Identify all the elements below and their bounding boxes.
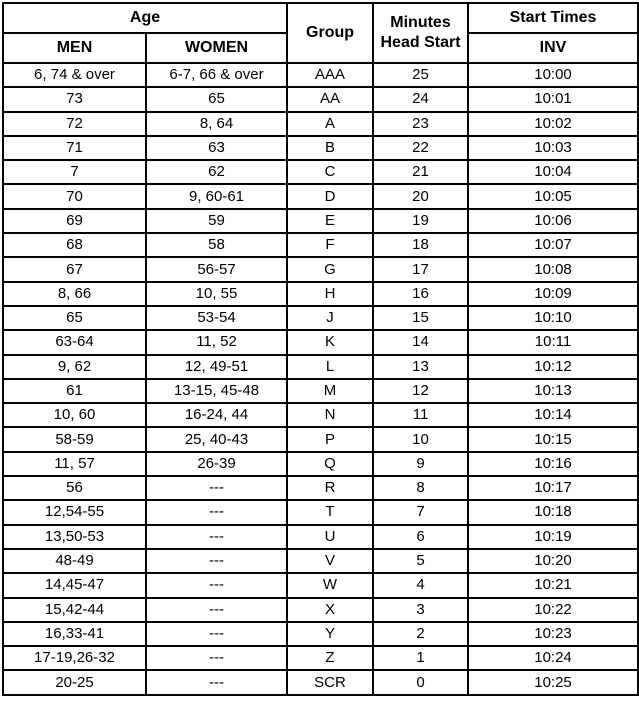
minutes-cell: 12 [373,379,468,403]
group-cell: R [287,476,373,500]
table-row [3,306,638,330]
inv-header: INV [468,33,638,63]
group-cell: T [287,500,373,524]
men-age-cell: 69 [3,209,146,233]
women-age-cell: 25, 40-43 [146,427,287,451]
group-cell: J [287,306,373,330]
group-cell: X [287,598,373,622]
table-row [3,209,638,233]
group-cell: V [287,549,373,573]
start-time-cell: 10:03 [468,136,638,160]
men-age-cell: 13,50-53 [3,525,146,549]
start-time-cell: 10:24 [468,646,638,670]
table-row [3,670,638,694]
group-cell: A [287,112,373,136]
men-age-cell: 71 [3,136,146,160]
minutes-cell: 0 [373,670,468,694]
table-row [3,573,638,597]
group-cell: SCR [287,670,373,694]
start-time-cell: 10:11 [468,330,638,354]
women-age-cell: --- [146,549,287,573]
table-row [3,112,638,136]
start-time-cell: 10:07 [468,233,638,257]
women-age-cell: --- [146,525,287,549]
minutes-cell: 3 [373,598,468,622]
start-time-cell: 10:14 [468,403,638,427]
minutes-header-line2: Head Start [380,34,461,51]
women-age-cell: 59 [146,209,287,233]
minutes-cell: 14 [373,330,468,354]
table-row [3,330,638,354]
table-row [3,403,638,427]
women-age-cell: --- [146,598,287,622]
start-time-cell: 10:21 [468,573,638,597]
start-time-cell: 10:09 [468,282,638,306]
group-cell: AAA [287,63,373,87]
minutes-cell: 11 [373,403,468,427]
table-body [3,63,638,695]
table-row [3,63,638,87]
start-time-cell: 10:06 [468,209,638,233]
women-age-cell: 8, 64 [146,112,287,136]
minutes-cell: 7 [373,500,468,524]
table-row [3,476,638,500]
start-time-cell: 10:19 [468,525,638,549]
table-row [3,622,638,646]
men-age-cell: 48-49 [3,549,146,573]
women-age-cell: 62 [146,160,287,184]
men-age-cell: 68 [3,233,146,257]
group-cell: AA [287,87,373,111]
women-age-cell: 16-24, 44 [146,403,287,427]
minutes-cell: 4 [373,573,468,597]
minutes-cell: 16 [373,282,468,306]
women-age-cell: --- [146,646,287,670]
women-age-cell: --- [146,573,287,597]
women-age-cell: --- [146,622,287,646]
minutes-cell: 13 [373,355,468,379]
table-row [3,282,638,306]
table-row [3,452,638,476]
start-time-cell: 10:25 [468,670,638,694]
women-age-cell: 56-57 [146,257,287,281]
minutes-cell: 22 [373,136,468,160]
start-time-cell: 10:10 [468,306,638,330]
start-time-cell: 10:02 [468,112,638,136]
start-time-cell: 10:01 [468,87,638,111]
table-row [3,184,638,208]
minutes-head-start-header [373,3,468,63]
table-row [3,427,638,451]
minutes-cell: 24 [373,87,468,111]
men-age-cell: 9, 62 [3,355,146,379]
minutes-cell: 9 [373,452,468,476]
minutes-cell: 25 [373,63,468,87]
men-age-cell: 65 [3,306,146,330]
minutes-cell: 19 [373,209,468,233]
start-time-cell: 10:20 [468,549,638,573]
start-time-cell: 10:23 [468,622,638,646]
group-cell: M [287,379,373,403]
table-row [3,598,638,622]
table-row [3,379,638,403]
women-age-cell: 6-7, 66 & over [146,63,287,87]
start-time-cell: 10:12 [468,355,638,379]
group-cell: N [287,403,373,427]
group-cell: C [287,160,373,184]
table-row [3,355,638,379]
table-row [3,257,638,281]
group-cell: H [287,282,373,306]
women-age-cell: 10, 55 [146,282,287,306]
women-age-cell: 65 [146,87,287,111]
group-cell: U [287,525,373,549]
minutes-cell: 20 [373,184,468,208]
minutes-cell: 2 [373,622,468,646]
group-cell: E [287,209,373,233]
women-age-cell: 12, 49-51 [146,355,287,379]
group-header: Group [287,3,373,63]
men-age-cell: 56 [3,476,146,500]
minutes-cell: 10 [373,427,468,451]
group-cell: W [287,573,373,597]
group-cell: P [287,427,373,451]
women-age-cell: --- [146,500,287,524]
men-age-cell: 6, 74 & over [3,63,146,87]
group-cell: L [287,355,373,379]
men-age-cell: 70 [3,184,146,208]
head-start-table [2,2,639,696]
group-cell: G [287,257,373,281]
women-age-cell: 53-54 [146,306,287,330]
men-age-cell: 73 [3,87,146,111]
minutes-cell: 21 [373,160,468,184]
table-row [3,500,638,524]
minutes-cell: 15 [373,306,468,330]
minutes-cell: 1 [373,646,468,670]
start-time-cell: 10:04 [468,160,638,184]
table-row [3,160,638,184]
group-cell: Q [287,452,373,476]
table-row [3,136,638,160]
men-age-cell: 20-25 [3,670,146,694]
men-age-cell: 12,54-55 [3,500,146,524]
table-row [3,646,638,670]
group-cell: Y [287,622,373,646]
men-age-cell: 7 [3,160,146,184]
minutes-cell: 23 [373,112,468,136]
table-row [3,233,638,257]
men-age-cell: 17-19,26-32 [3,646,146,670]
group-cell: D [287,184,373,208]
start-time-cell: 10:08 [468,257,638,281]
table-row [3,525,638,549]
start-time-cell: 10:00 [468,63,638,87]
minutes-cell: 5 [373,549,468,573]
women-age-cell: 26-39 [146,452,287,476]
men-age-cell: 16,33-41 [3,622,146,646]
start-time-cell: 10:18 [468,500,638,524]
minutes-header-line1: Minutes [390,14,451,31]
women-age-cell: 9, 60-61 [146,184,287,208]
women-age-cell: 58 [146,233,287,257]
women-age-cell: 11, 52 [146,330,287,354]
start-time-cell: 10:16 [468,452,638,476]
start-time-cell: 10:13 [468,379,638,403]
men-age-cell: 15,42-44 [3,598,146,622]
group-cell: K [287,330,373,354]
women-age-cell: --- [146,476,287,500]
men-age-cell: 8, 66 [3,282,146,306]
men-age-cell: 14,45-47 [3,573,146,597]
women-age-cell: 13-15, 45-48 [146,379,287,403]
men-header: MEN [3,33,146,63]
start-time-cell: 10:05 [468,184,638,208]
women-age-cell: --- [146,670,287,694]
men-age-cell: 72 [3,112,146,136]
men-age-cell: 67 [3,257,146,281]
minutes-cell: 17 [373,257,468,281]
table-row [3,549,638,573]
group-cell: Z [287,646,373,670]
women-header: WOMEN [146,33,287,63]
men-age-cell: 10, 60 [3,403,146,427]
men-age-cell: 11, 57 [3,452,146,476]
men-age-cell: 63-64 [3,330,146,354]
start-time-cell: 10:15 [468,427,638,451]
women-age-cell: 63 [146,136,287,160]
age-header: Age [3,3,287,33]
minutes-cell: 6 [373,525,468,549]
start-time-cell: 10:17 [468,476,638,500]
start-time-cell: 10:22 [468,598,638,622]
group-cell: B [287,136,373,160]
men-age-cell: 58-59 [3,427,146,451]
start-times-header: Start Times [468,3,638,33]
minutes-cell: 8 [373,476,468,500]
minutes-cell: 18 [373,233,468,257]
men-age-cell: 61 [3,379,146,403]
group-cell: F [287,233,373,257]
table-row [3,87,638,111]
